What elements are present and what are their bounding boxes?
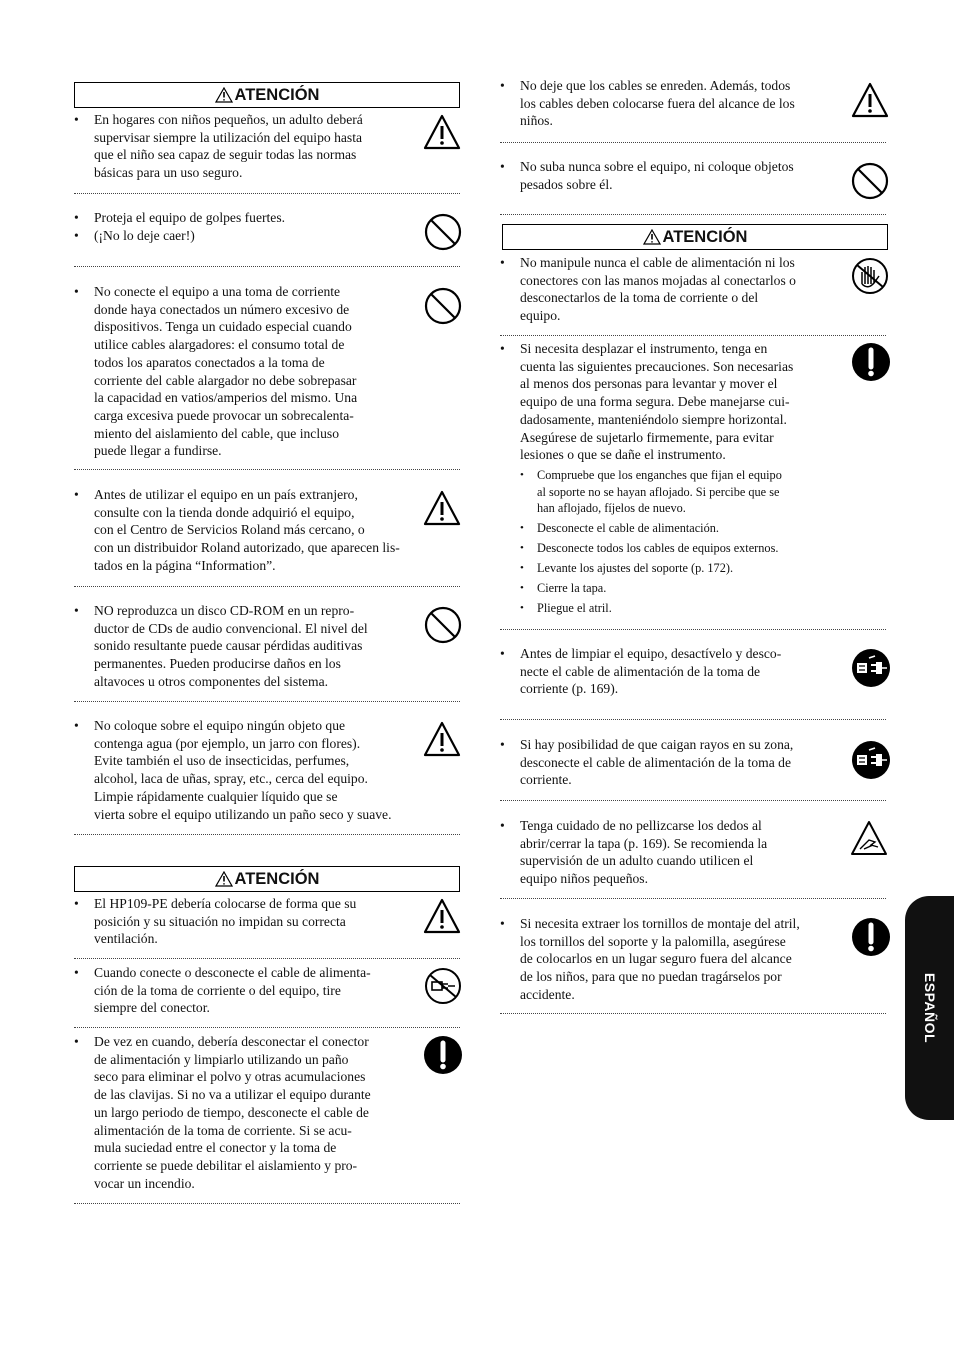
prohibited-icon [423,212,463,252]
dotted-divider [500,719,886,720]
dotted-divider [500,800,886,801]
unplug-icon [851,740,891,780]
warning-icon [215,87,233,103]
dotted-divider [74,958,460,959]
mandatory-exclamation-icon [423,1035,463,1075]
attention-header: ATENCIÓN [502,224,888,250]
dotted-divider [500,142,886,143]
warning-icon [215,871,233,887]
dotted-divider [74,1203,460,1204]
dotted-divider [74,701,460,702]
dotted-divider [500,629,886,630]
dotted-divider [500,214,886,215]
caution-triangle-icon [422,488,462,528]
dotted-divider [74,193,460,194]
caution-triangle-icon [422,719,462,759]
mandatory-exclamation-icon [851,342,891,382]
attention-header: ATENCIÓN [74,82,460,108]
unplug-by-connector-icon [423,966,463,1006]
mandatory-exclamation-icon [851,917,891,957]
prohibited-icon [423,605,463,645]
warning-icon [643,229,661,245]
caution-triangle-icon [422,112,462,152]
dotted-divider [74,469,460,470]
dotted-divider [500,335,886,336]
dotted-divider [500,1013,886,1014]
attention-header: ATENCIÓN [74,866,460,892]
dotted-divider [74,266,460,267]
dotted-divider [74,834,460,835]
language-tab-label: ESPAÑOL [922,972,938,1044]
language-tab [905,896,954,1120]
dotted-divider [74,1027,460,1028]
dotted-divider [500,898,886,899]
no-wet-hands-icon [850,256,890,296]
prohibited-icon [423,286,463,326]
unplug-icon [851,648,891,688]
caution-triangle-icon [850,80,890,120]
pinch-hazard-icon [849,818,889,858]
caution-triangle-icon [422,896,462,936]
prohibited-icon [850,161,890,201]
dotted-divider [74,586,460,587]
